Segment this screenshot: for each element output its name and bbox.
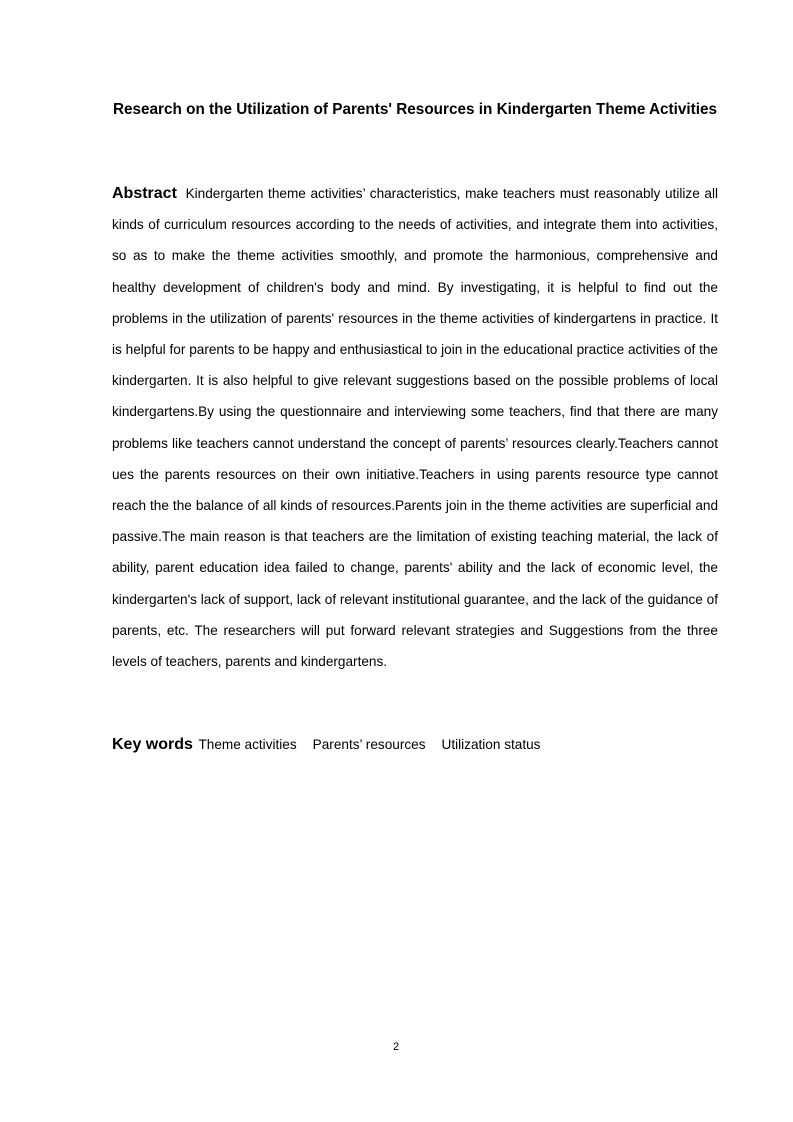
keyword-item: Parents’ resources: [312, 737, 426, 752]
page-number: 2: [392, 1041, 400, 1053]
abstract-paragraph: [112, 178, 718, 677]
abstract-text: Kindergarten theme activities’ characteristics, make teachers must reasonably utilize all kinds of curriculum resources according to the needs of activities, and integrate them into activities, so as to make the theme activities smoothly, and promote the harmonious, comprehensive and healthy development of children's body and mind. By investigating, it is helpful to find out the problems in the utilization of parents' resources in the theme activities of kindergartens in practice. It is helpful for parents to be happy and enthusiastical to join in the educational practice activities of the kindergarten. It is also helpful to give relevant suggestions based on the possible problems of local kindergartens.By using the questionnaire and interviewing some teachers, find that there are many problems like teachers cannot understand the concept of parents’ resources clearly.Teachers cannot ues the parents resources on their own initiative.Teachers in using parents resource type cannot reach the the balance of all kinds of resources.Parents join in the theme activities are superficial and passive.The main reason is that teachers are the limitation of existing teaching material, the lack of ability, parent education idea failed to change, parents' ability and the lack of economic level, the kindergarten's lack of support, lack of relevant institutional guarantee, and the lack of the guidance of parents, etc. The researchers will put forward relevant strategies and Suggestions from the three levels of teachers, parents and kindergartens.: [112, 186, 719, 670]
keywords-label: Key words: [112, 736, 193, 753]
paper-title: Research on the Utilization of Parents' Resources in Kindergarten Theme Activities: [112, 101, 718, 118]
abstract-label: Abstract: [112, 185, 177, 202]
keywords-line: [112, 730, 718, 760]
keyword-item: Theme activities: [198, 737, 297, 752]
keyword-item: Utilization status: [441, 737, 541, 752]
